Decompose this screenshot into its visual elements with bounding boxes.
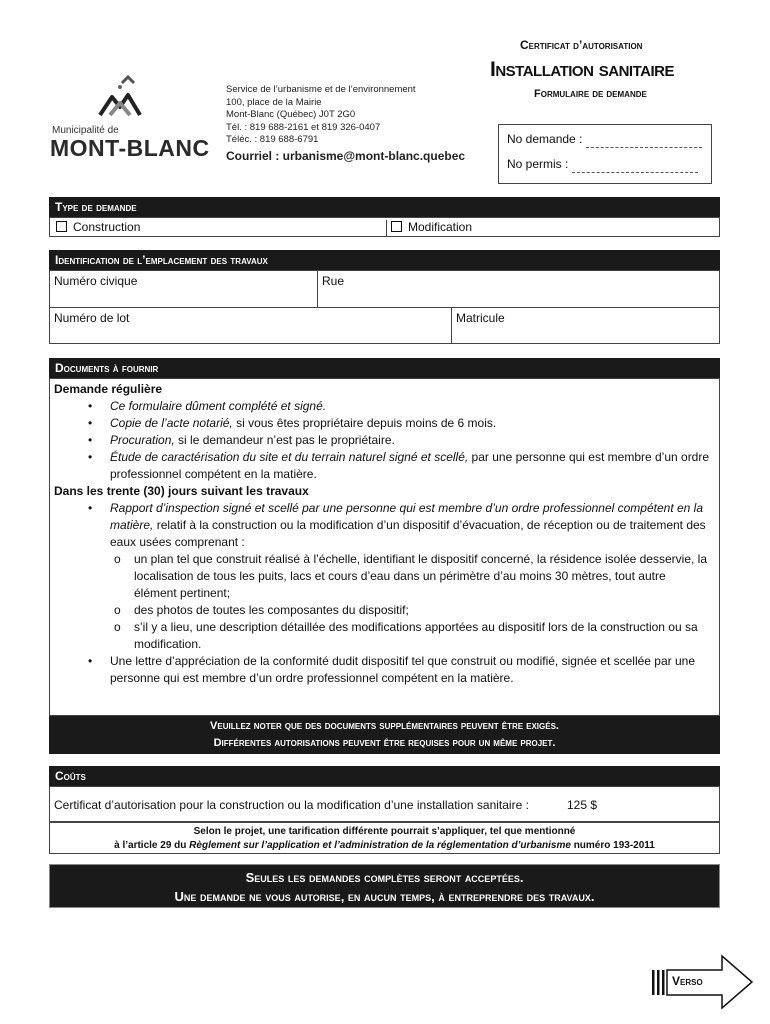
type-section-header: Type de demande: [49, 197, 720, 217]
list-item: • Copie de l’acte notarié, si vous êtes propriétaire depuis moins de 6 mois.: [110, 415, 711, 432]
costs-note-line-1: Selon le projet, une tarification différente pourrait s’appliquer, tel que mentionné: [193, 826, 576, 837]
street-field[interactable]: Rue: [322, 274, 345, 288]
list-item: • Étude de caractérisation du site et du terrain naturel signé et scellé, par une personne qui est membre d’un ordre professionnel compétent en la matière.: [110, 449, 711, 483]
demande-number-input[interactable]: [586, 131, 702, 148]
form-subtitle: Formulaire de demande: [534, 88, 647, 100]
documents-section-header: Documents à fournir: [49, 358, 720, 378]
verso-link[interactable]: [650, 954, 755, 1010]
regular-request-title: Demande régulière: [54, 382, 163, 396]
address-line: Service de l’urbanisme et de l’environnement: [226, 84, 416, 95]
mountain-logo-icon: [50, 75, 210, 125]
list-item: o un plan tel que construit réalisé à l’échelle, identifiant le dispositif concerné, la résidence isolée desservie, la localisation de tous les puits, lacs et cours d’eau dans un périmètre d’au moins 30 mètres, tout autre élément pertinent;: [134, 551, 711, 602]
after-works-list: [54, 500, 711, 687]
list-item: • Une lettre d’appréciation de la conformité dudit dispositif tel que construit ou modifié, signée et scellée par une personne qui est membre d’un ordre professionnel compétent en la matière.: [110, 653, 711, 687]
permis-number-input[interactable]: [572, 156, 698, 173]
costs-section: [49, 786, 720, 822]
list-item: • Procuration, si le demandeur n’est pas le propriétaire.: [110, 432, 711, 449]
cost-description: Certificat d’autorisation pour la construction ou la modification d’une installation sanitaire :: [54, 798, 529, 812]
costs-note-line-2: à l’article 29 du Règlement sur l’application et l’administration de la réglementation d’urbanisme numéro 193-2011: [114, 840, 655, 851]
modification-label: Modification: [408, 220, 473, 234]
location-section-header: Identification de l’emplacement des travaux: [49, 250, 720, 270]
list-item: o s’il y a lieu, une description détaillée des modifications apportées au dispositif lors de la construction ou sa modification.: [134, 619, 711, 653]
lot-number-field[interactable]: Numéro de lot: [54, 311, 130, 325]
after-works-title: Dans les trente (30) jours suivant les travaux: [54, 484, 309, 498]
costs-note: [49, 822, 720, 854]
construction-checkbox[interactable]: [56, 221, 67, 232]
reference-numbers-box: [498, 124, 712, 184]
type-section: [49, 217, 720, 237]
final-notice-line-1: Seules les demandes complètes seront acceptées.: [245, 870, 524, 885]
permis-label: No permis :: [507, 157, 569, 171]
matricule-field[interactable]: Matricule: [456, 311, 505, 325]
address-line: 100, place de la Mairie: [226, 96, 322, 108]
modification-option[interactable]: [386, 220, 472, 236]
municipality-logo: [50, 75, 210, 165]
logo-mont-blanc-text: MONT-BLANC: [50, 135, 210, 161]
location-section: [49, 270, 720, 344]
costs-section-header: Coûts: [49, 766, 720, 786]
verso-label: Verso: [672, 974, 703, 988]
modification-checkbox[interactable]: [391, 221, 402, 232]
list-item: o des photos de toutes les composantes du dispositif;: [134, 602, 711, 619]
civic-number-field[interactable]: Numéro civique: [54, 274, 138, 288]
documents-note-2: Différentes autorisations peuvent être requises pour un même projet.: [213, 737, 556, 749]
email-line[interactable]: Courriel : urbanisme@mont-blanc.quebec: [226, 148, 466, 163]
logo-municipality-text: Municipalité de: [52, 125, 119, 136]
documents-note-bar: [49, 716, 720, 754]
demande-label: No demande :: [507, 132, 583, 146]
address-block: [226, 84, 465, 162]
page-title: Installation sanitaire: [490, 58, 674, 81]
address-line: Tél. : 819 688-2161 et 819 326-0407: [226, 121, 381, 133]
list-item: • Ce formulaire dûment complété et signé.: [110, 398, 711, 415]
final-notice: [49, 864, 720, 908]
cost-price: 125 $: [567, 798, 598, 812]
documents-note-1: Veuillez noter que des documents supplémentaires peuvent être exigés.: [210, 720, 559, 732]
final-notice-line-2: Une demande ne vous autorise, en aucun temps, à entreprendre des travaux.: [174, 889, 595, 904]
construction-option[interactable]: [56, 220, 140, 234]
certificate-label: Certificat d’autorisation: [520, 38, 643, 52]
address-line: Téléc. : 819 688-6791: [226, 134, 319, 145]
address-line: Mont-Blanc (Québec) J0T 2G0: [226, 109, 356, 120]
construction-label: Construction: [73, 220, 141, 234]
regular-documents-list: [54, 398, 711, 483]
report-components-list: [110, 551, 711, 653]
list-item: • Rapport d’inspection signé et scellé par une personne qui est membre d’un ordre professionnel compétent en la matière, relatif à la construction ou la modification d’un dispositif d’évacuation, de réception ou de traitement des eaux usées comprenant : o un plan tel que construit réalisé à l’échelle, identifiant le dispositif concerné, la résidence isolée desservie, la localisation de tous les puits, lacs et cours d’eau dans un périmètre d’au moins 30 mètres, tout autre élément pertinent; o des photos de toutes les composantes du dispositif; o s’il y a lieu, une description détaillée des modifications apportées au dispositif lors de la construction ou sa modification.: [110, 500, 711, 653]
documents-section: [49, 378, 720, 716]
